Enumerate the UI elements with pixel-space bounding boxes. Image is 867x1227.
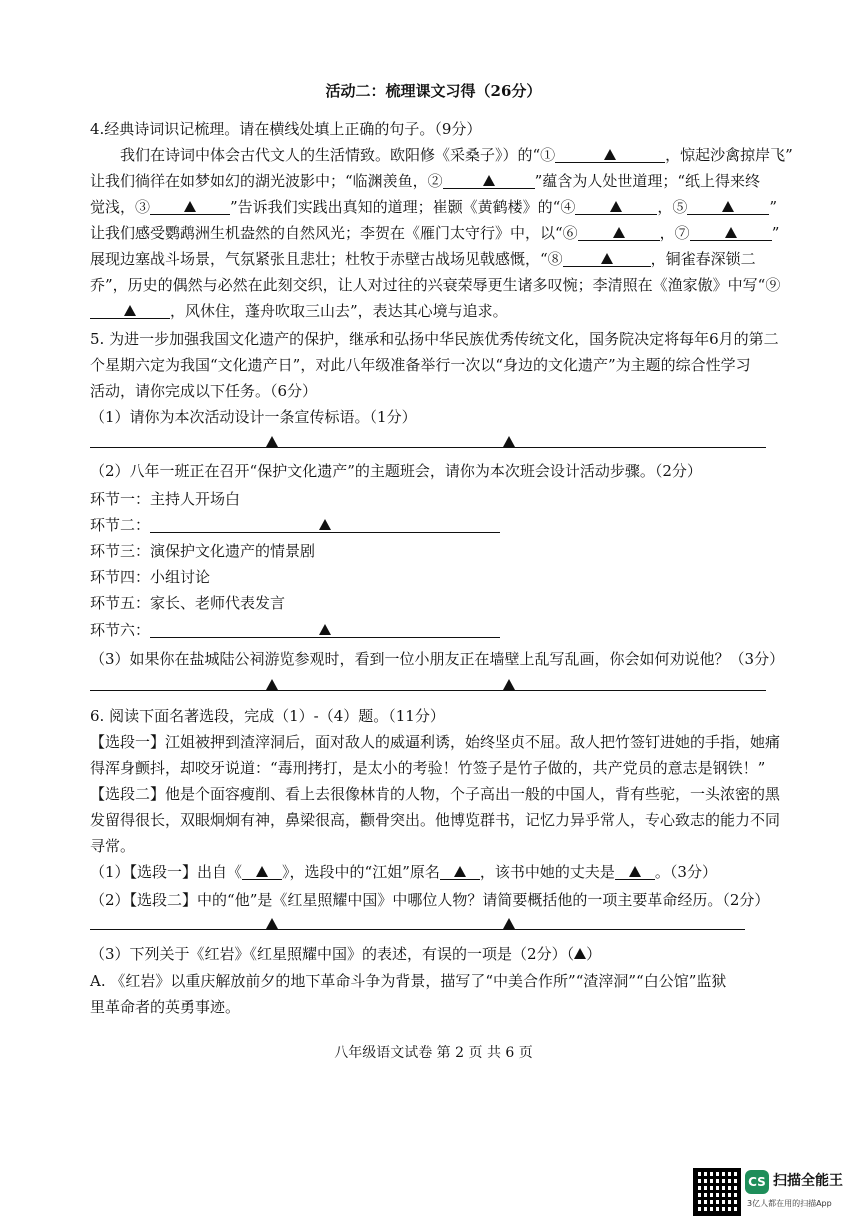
- triangle-icon: [604, 149, 616, 160]
- triangle-icon: [503, 918, 515, 929]
- excerpt-2-line-1: 【选段二】他是个面容瘦削、看上去很像林肯的人物，个子高出一般的中国人，背有些驼，一头浓密的黑: [90, 785, 781, 803]
- page-footer: 八年级语文试卷 第 2 页 共 6 页: [334, 1045, 533, 1061]
- q4-line-7: ，风休住，蓬舟吹取三山去”，表达其心境与追求。: [90, 300, 508, 322]
- triangle-icon: [722, 201, 734, 212]
- camscanner-logo-icon: CS: [745, 1170, 769, 1194]
- q5-part-1: （1）请你为本次活动设计一条宣传标语。（1分）: [90, 408, 417, 426]
- q4-line-1: 我们在诗词中体会古代文人的生活情致。欧阳修《采桑子》）的“① ，惊起沙禽掠岸飞”: [120, 146, 793, 164]
- q5-part-2: （2）八年一班正在召开“保护文化遗产”的主题班会，请你为本次班会设计活动步骤。（2分）: [90, 462, 702, 480]
- answer-blank-name[interactable]: [440, 861, 480, 880]
- triangle-icon: [319, 624, 331, 635]
- triangle-icon: [124, 305, 136, 316]
- excerpt-2-line-2: 发留得很长，双眼炯炯有神，鼻梁很高，颧骨突出。他博览群书，记忆力异乎常人，专心致志的能力不同: [90, 811, 781, 829]
- q6-part-1: （1）【选段一】出自《 》，选段中的“江姐”原名 ，该书中她的丈夫是 。（3分）: [90, 863, 717, 881]
- answer-blank-husband[interactable]: [615, 861, 655, 880]
- answer-blank-5[interactable]: [687, 196, 769, 215]
- triangle-icon: [503, 436, 515, 447]
- answer-blank-6[interactable]: [578, 222, 660, 241]
- section-title: 活动二：梳理课文习得（26分）: [325, 82, 542, 100]
- triangle-icon: [725, 227, 737, 238]
- triangle-icon: [266, 679, 278, 690]
- triangle-icon: [266, 436, 278, 447]
- q4-line-6: 乔”，历史的偶然与必然在此刻交织，让人对过往的兴衰荣辱更生诸多叹惋；李清照在《渔家傲》中写“⑨: [90, 276, 781, 294]
- excerpt-2-line-3: 寻常。: [90, 837, 136, 855]
- q5-part-3: （3）如果你在盐城陆公祠游览参观时，看到一位小朋友正在墙壁上乱写乱画，你会如何劝说他？（3分）: [90, 650, 785, 668]
- triangle-icon: [256, 866, 268, 877]
- step-3: 环节三：演保护文化遗产的情景剧: [90, 542, 316, 560]
- q4-line-4: 让我们感受鹦鹉洲生机盎然的自然风光；李贺在《雁门太守行》中，以“⑥ ，⑦ ”: [90, 224, 780, 242]
- answer-blank-book[interactable]: [242, 861, 282, 880]
- answer-line-slogan[interactable]: [90, 447, 766, 448]
- triangle-icon: [483, 175, 495, 186]
- answer-blank-8[interactable]: [563, 248, 651, 267]
- q4-stem: 4.经典诗词识记梳理。请在横线处填上正确的句子。（9分）: [90, 120, 482, 138]
- triangle-icon: [574, 948, 586, 959]
- answer-line-persuade[interactable]: [90, 690, 766, 691]
- answer-line-person[interactable]: [90, 929, 745, 930]
- answer-blank-1[interactable]: [555, 144, 665, 163]
- q4-line-3: 觉浅，③ ”告诉我们实践出真知的道理；崔颢《黄鹤楼》的“④ ，⑤ ”: [90, 198, 778, 216]
- triangle-icon: [184, 201, 196, 212]
- option-a-line-2: 里革命者的英勇事迹。: [90, 998, 241, 1016]
- q6-part-2: （2）【选段二】中的“他”是《红星照耀中国》中哪位人物？请简要概括他的一项主要革命经历。（2分）: [90, 891, 770, 909]
- answer-blank-2[interactable]: [443, 170, 535, 189]
- camscanner-tagline: 3亿人都在用的扫描App: [747, 1199, 832, 1208]
- step-2: 环节二：: [90, 514, 500, 536]
- answer-blank-7[interactable]: [690, 222, 772, 241]
- answer-blank-9[interactable]: [90, 300, 170, 319]
- triangle-icon: [601, 253, 613, 264]
- step-1: 环节一：主持人开场白: [90, 490, 241, 508]
- answer-blank-4[interactable]: [575, 196, 657, 215]
- answer-blank-step-6[interactable]: [150, 619, 500, 638]
- q6-stem: 6. 阅读下面名著选段，完成（1）-（4）题。（11分）: [90, 707, 445, 725]
- excerpt-1-line-2: 得浑身颤抖，却咬牙说道：“毒刑拷打，是太小的考验！竹签子是竹子做的，共产党员的意志是钢铁！”: [90, 759, 766, 777]
- step-4: 环节四：小组讨论: [90, 568, 211, 586]
- step-6: 环节六：: [90, 619, 500, 641]
- q5-stem-2: 个星期六定为我国“文化遗产日”，对此八年级准备举行一次以“身边的文化遗产”为主题的综合性学习: [90, 356, 751, 374]
- camscanner-name: 扫描全能王: [773, 1173, 843, 1189]
- triangle-icon: [319, 519, 331, 530]
- triangle-icon: [610, 201, 622, 212]
- q5-stem-3: 活动，请你完成以下任务。（6分）: [90, 382, 318, 400]
- step-5: 环节五：家长、老师代表发言: [90, 594, 286, 612]
- option-a-line-1: A. 《红岩》以重庆解放前夕的地下革命斗争为背景，描写了“中美合作所”“渣滓洞”“白公馆”监狱: [90, 972, 727, 990]
- excerpt-1-line-1: 【选段一】江姐被押到渣滓洞后，面对敌人的威逼利诱，始终坚贞不屈。敌人把竹签钉进她的手指，她痛: [90, 733, 781, 751]
- q5-stem-1: 5. 为进一步加强我国文化遗产的保护，继承和弘扬中华民族优秀传统文化，国务院决定将每年6月的第二: [90, 330, 779, 348]
- q6-part-3: （3）下列关于《红岩》《红星照耀中国》的表述，有误的一项是（2分）（ ）: [90, 945, 602, 963]
- triangle-icon: [629, 866, 641, 877]
- triangle-icon: [266, 918, 278, 929]
- answer-blank-step-2[interactable]: [150, 514, 500, 533]
- triangle-icon: [503, 679, 515, 690]
- triangle-icon: [454, 866, 466, 877]
- triangle-icon: [613, 227, 625, 238]
- q4-line-2: 让我们徜徉在如梦如幻的湖光波影中；“临渊羡鱼，② ”蕴含为人处世道理；“纸上得来终: [90, 172, 761, 190]
- qr-code-icon: [693, 1168, 741, 1216]
- answer-blank-3[interactable]: [150, 196, 230, 215]
- q4-line-5: 展现边塞战斗场景，气氛紧张且悲壮；杜牧于赤壁古战场见戟感慨，“⑧ ，铜雀春深锁二: [90, 250, 756, 268]
